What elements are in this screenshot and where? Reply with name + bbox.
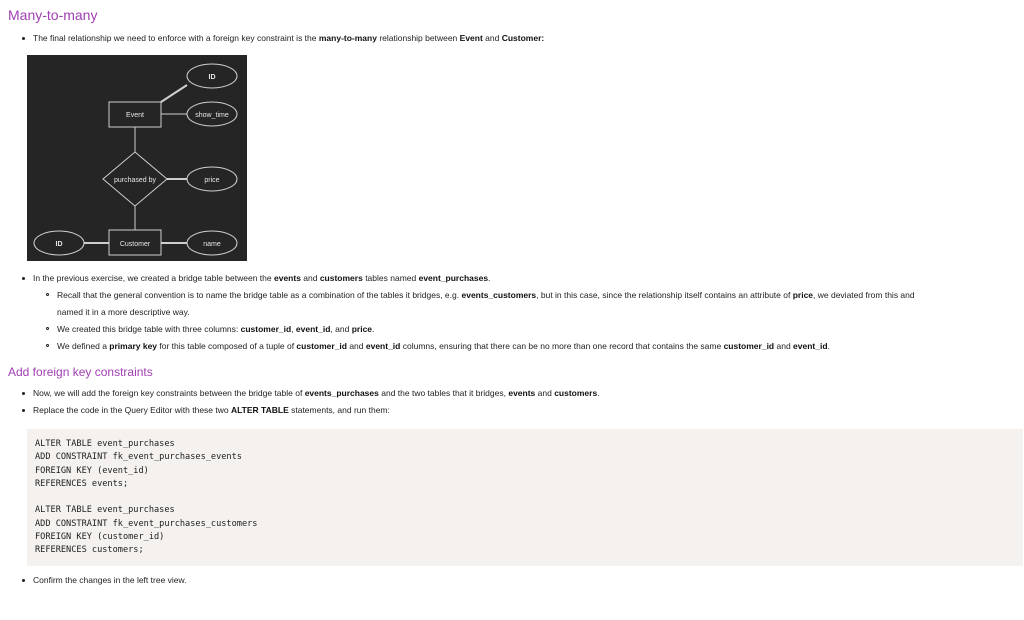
code-line: ALTER TABLE event_purchases: [35, 439, 175, 449]
bold-term: Event: [459, 33, 483, 43]
bold-term: price: [792, 290, 814, 300]
text: .: [597, 388, 600, 398]
attribute-customer-id-label: ID: [55, 241, 63, 248]
text: tables named: [362, 273, 419, 283]
bold-term: event_id: [295, 324, 331, 334]
entity-event-label: Event: [126, 112, 144, 119]
code-line: [35, 491, 1015, 504]
text: and the two tables that it bridges,: [378, 388, 509, 398]
text: The final relationship we need to enforce with a foreign key constraint is the: [33, 33, 319, 43]
text: and: [482, 33, 502, 43]
text: We defined a: [57, 341, 110, 351]
text: .: [488, 273, 491, 283]
bold-term: events_customers: [461, 290, 537, 300]
text: We created this bridge table with three columns:: [57, 324, 241, 334]
attribute-name-label: name: [203, 241, 221, 248]
code-line: ADD CONSTRAINT fk_event_purchases_events: [35, 452, 242, 463]
section-heading-many-to-many: Many-to-many: [8, 7, 98, 23]
bold-term: price: [351, 324, 373, 334]
bold-term: customers: [554, 388, 598, 398]
er-diagram: [27, 55, 247, 261]
list-item-replace-code: [8, 402, 390, 419]
bold-term: customer_id: [296, 341, 347, 351]
text: .: [372, 324, 375, 334]
code-line: FOREIGN KEY (customer_id): [35, 532, 165, 543]
text: and: [300, 273, 320, 283]
sub-list-item-convention: [8, 287, 1024, 321]
text: and: [774, 341, 794, 351]
code-block[interactable]: [27, 429, 1023, 566]
list-item-previous-exercise: [8, 270, 490, 287]
bold-term: events: [273, 273, 301, 283]
code-line: REFERENCES events;: [35, 478, 129, 489]
attribute-price-label: price: [204, 177, 220, 184]
text: and: [535, 388, 555, 398]
code-line: ADD CONSTRAINT fk_event_purchases_customers: [35, 518, 258, 529]
text: and: [346, 341, 366, 351]
confirm-text: Confirm the changes in the left tree view.: [33, 575, 187, 585]
relationship-label: purchased by: [113, 177, 157, 184]
list-item-now: [8, 385, 600, 402]
list-item-intro: [8, 30, 544, 47]
bold-term: customers: [319, 273, 363, 283]
text: Replace the code in the Query Editor with these two: [33, 405, 231, 415]
bold-term: events: [508, 388, 536, 398]
bold-term: Customer:: [501, 33, 545, 43]
bold-term: ALTER TABLE: [230, 405, 289, 415]
bold-term: event_purchases: [418, 273, 489, 283]
code-line: REFERENCES customers;: [35, 545, 144, 556]
text: .: [827, 341, 830, 351]
sub-list: [8, 287, 1024, 355]
bold-term: events_purchases: [304, 388, 379, 398]
text: named it in a more descriptive way.: [57, 307, 190, 317]
code-line: FOREIGN KEY (event_id): [35, 465, 149, 476]
text: Now, we will add the foreign key constraints between the bridge table of: [33, 388, 305, 398]
section-heading-add-foreign-keys: Add foreign key constraints: [8, 365, 153, 379]
text: , we deviated from this and: [813, 290, 915, 300]
list-item-confirm: [8, 572, 187, 589]
code-line: ALTER TABLE event_purchases: [35, 505, 175, 516]
attribute-event-id-label: ID: [208, 74, 216, 81]
bold-term: primary key: [109, 341, 158, 351]
bold-term: customer_id: [723, 341, 775, 351]
text: , but in this case, since the relationship itself contains an attribute of: [536, 290, 793, 300]
text: , and: [330, 324, 352, 334]
bold-term: customer_id: [240, 324, 292, 334]
text: columns, ensuring that there can be no more than one record that contains the same: [400, 341, 724, 351]
bold-term: event_id: [793, 341, 828, 351]
text: In the previous exercise, we created a bridge table between the: [33, 273, 274, 283]
bold-term: event_id: [365, 341, 401, 351]
text: relationship between: [376, 33, 460, 43]
text: ,: [291, 324, 296, 334]
entity-customer-label: Customer: [119, 241, 151, 248]
attribute-showtime-label: show_time: [195, 112, 229, 119]
text: Recall that the general convention is to name the bridge table as a combination of the tables it bridges, e.g.: [57, 290, 462, 300]
text: for this table composed of a tuple of: [157, 341, 297, 351]
bold-term: many-to-many: [318, 33, 377, 43]
text: statements, and run them:: [288, 405, 390, 415]
sub-list-item-primary-key: [8, 338, 1024, 355]
sub-list-item-columns: [8, 321, 1024, 338]
